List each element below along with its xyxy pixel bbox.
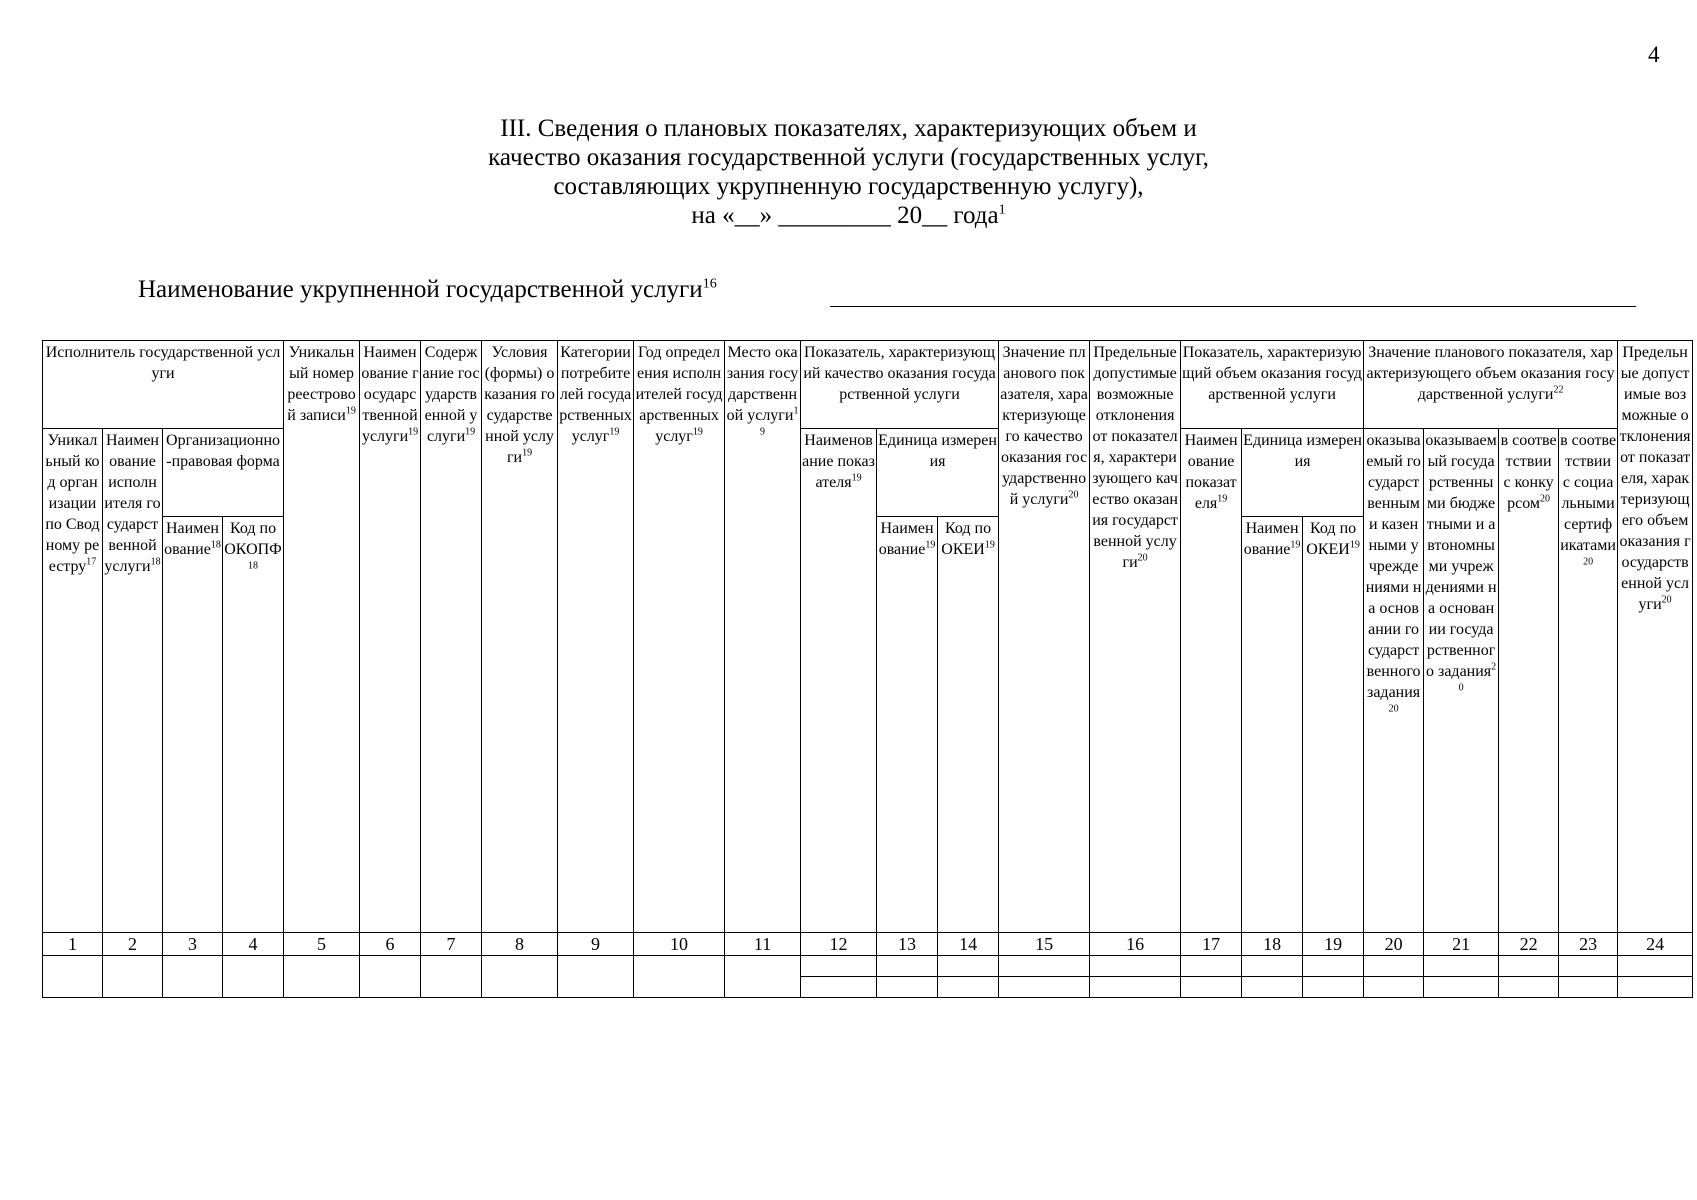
header-executor: Исполнитель государственной услуги <box>43 341 284 429</box>
planned-indicators-table <box>42 340 1693 998</box>
header-registry-number: Уникальный номер реестровой записи$^{19}$ <box>284 341 360 933</box>
data-row <box>43 956 1693 977</box>
data-cell <box>938 977 999 998</box>
data-cell <box>1559 956 1618 977</box>
data-cell <box>284 956 360 998</box>
column-number: 18 <box>1242 933 1303 956</box>
footnote-marker: 16 <box>702 276 717 292</box>
data-cell <box>1242 977 1303 998</box>
column-number: 14 <box>938 933 999 956</box>
column-number: 11 <box>725 933 801 956</box>
header-quality-unit-name: Наименование$^{19}$ <box>877 517 938 933</box>
column-number: 12 <box>801 933 877 956</box>
data-cell <box>1181 956 1242 977</box>
column-number: 20 <box>1364 933 1424 956</box>
data-cell <box>1303 956 1364 977</box>
column-number: 5 <box>284 933 360 956</box>
column-number: 7 <box>421 933 482 956</box>
data-cell <box>223 956 284 998</box>
column-number: 2 <box>103 933 163 956</box>
data-cell <box>1090 956 1181 977</box>
header-vv-konkurs: в соответствии с конкурсом$^{20}$ <box>1499 429 1559 933</box>
footnote-marker: 1 <box>998 202 1006 218</box>
data-cell <box>1424 977 1499 998</box>
header-year: Год определения исполнителей государственных услуг$^{19}$ <box>634 341 725 933</box>
header-volume-deviation: Предельные допустимые возможные отклонения от показателя, характеризующего объем оказания государственной услуги$^{20}$ <box>1618 341 1693 933</box>
title-line-4: на «__» _________ 20__ года$^1$ <box>691 202 1006 229</box>
column-number: 24 <box>1618 933 1693 956</box>
header-org-form: Организационно-правовая форма <box>163 429 284 517</box>
header-vv-kazennye: оказываемый государственными казенными учреждениями на основании государственного задания$^{20}$ <box>1364 429 1424 933</box>
data-cell <box>801 956 877 977</box>
header-volume-unit: Единица измерения <box>1242 429 1364 517</box>
data-cell <box>1618 977 1693 998</box>
header-okopf-code: Код по ОКОПФ$^{18}$ <box>223 517 284 933</box>
data-cell <box>1424 956 1499 977</box>
data-cell <box>999 956 1090 977</box>
data-cell <box>482 956 558 998</box>
column-number: 6 <box>360 933 421 956</box>
data-cell <box>43 956 103 998</box>
data-cell <box>1559 977 1618 998</box>
service-name-fill-line <box>830 306 1636 307</box>
data-cell <box>558 956 634 998</box>
data-cell <box>1364 956 1424 977</box>
data-cell <box>163 956 223 998</box>
header-org-form-name: Наименование$^{18}$ <box>163 517 223 933</box>
header-quality-value: Значение планового показателя, характеризующего качество оказания государственной услуги$^{20}$ <box>999 341 1090 933</box>
column-number: 21 <box>1424 933 1499 956</box>
header-categories: Категории потребителей государственных услуг$^{19}$ <box>558 341 634 933</box>
column-number: 23 <box>1559 933 1618 956</box>
column-number: 9 <box>558 933 634 956</box>
column-number: 13 <box>877 933 938 956</box>
header-quality-deviation: Предельные допустимые возможные отклонения от показателя, характеризующего качество оказания государственной услуги$^{20}$ <box>1090 341 1181 933</box>
data-cell <box>103 956 163 998</box>
column-number: 4 <box>223 933 284 956</box>
header-conditions: Условия (формы) оказания государственной услуги$^{19}$ <box>482 341 558 933</box>
header-service-content: Содержание государственной услуги$^{19}$ <box>421 341 482 933</box>
header-volume-indicator: Показатель, характеризующий объем оказания государственной услуги <box>1181 341 1364 429</box>
data-cell <box>1499 977 1559 998</box>
header-volume-name: Наименование показателя$^{19}$ <box>1181 429 1242 933</box>
header-volume-unit-name: Наименование$^{19}$ <box>1242 517 1303 933</box>
service-name-label: Наименование укрупненной государственной услуги$^{16}$ <box>138 276 717 303</box>
header-quality-unit: Единица измерения <box>877 429 999 517</box>
data-cell <box>938 956 999 977</box>
title-line-1: III. Сведения о плановых показателях, характеризующих объем и <box>500 115 1197 142</box>
data-cell <box>999 977 1090 998</box>
header-unique-code: Уникальный код организации по Сводному реестру$^{17}$ <box>43 429 103 933</box>
header-vv-cert: в соответствии с социальными сертификатами$^{20}$ <box>1559 429 1618 933</box>
header-volume-unit-code: Код по ОКЕИ$^{19}$ <box>1303 517 1364 933</box>
column-number-row <box>43 933 1693 956</box>
header-quality-indicator: Показатель, характеризующий качество оказания государственной услуги <box>801 341 999 429</box>
data-cell <box>1364 977 1424 998</box>
column-number: 19 <box>1303 933 1364 956</box>
column-number: 15 <box>999 933 1090 956</box>
column-number: 8 <box>482 933 558 956</box>
data-cell <box>801 977 877 998</box>
data-cell <box>1181 977 1242 998</box>
section-title <box>0 114 1697 230</box>
data-cell <box>1242 956 1303 977</box>
header-vv-budget: оказываемый государственными бюджетными и автономными учреждениями на основании государственного задания$^{20}$ <box>1424 429 1499 933</box>
data-cell <box>421 956 482 998</box>
data-cell <box>1499 956 1559 977</box>
column-number: 1 <box>43 933 103 956</box>
column-number: 22 <box>1499 933 1559 956</box>
column-number: 10 <box>634 933 725 956</box>
data-cell <box>1090 977 1181 998</box>
page-number: 4 <box>1648 42 1660 67</box>
column-number: 16 <box>1090 933 1181 956</box>
header-executor-name: Наименование исполнителя государственной услуги$^{18}$ <box>103 429 163 933</box>
header-service-name: Наименование государственной услуги$^{19}$ <box>360 341 421 933</box>
title-line-3: составляющих укрупненную государственную услугу), <box>553 173 1144 200</box>
data-cell <box>360 956 421 998</box>
header-quality-name: Наименование показателя$^{19}$ <box>801 429 877 933</box>
header-place: Место оказания государственной услуги$^{19}$ <box>725 341 801 933</box>
data-cell <box>634 956 725 998</box>
data-cell <box>725 956 801 998</box>
header-volume-value: Значение планового показателя, характеризующего объем оказания государственной услуги$^{22}$ <box>1364 341 1618 429</box>
title-line-2: качество оказания государственной услуги (государственных услуг, <box>488 144 1209 171</box>
header-quality-unit-code: Код по ОКЕИ$^{19}$ <box>938 517 999 933</box>
column-number: 3 <box>163 933 223 956</box>
data-cell <box>877 956 938 977</box>
data-cell <box>877 977 938 998</box>
column-number: 17 <box>1181 933 1242 956</box>
data-cell <box>1303 977 1364 998</box>
data-cell <box>1618 956 1693 977</box>
